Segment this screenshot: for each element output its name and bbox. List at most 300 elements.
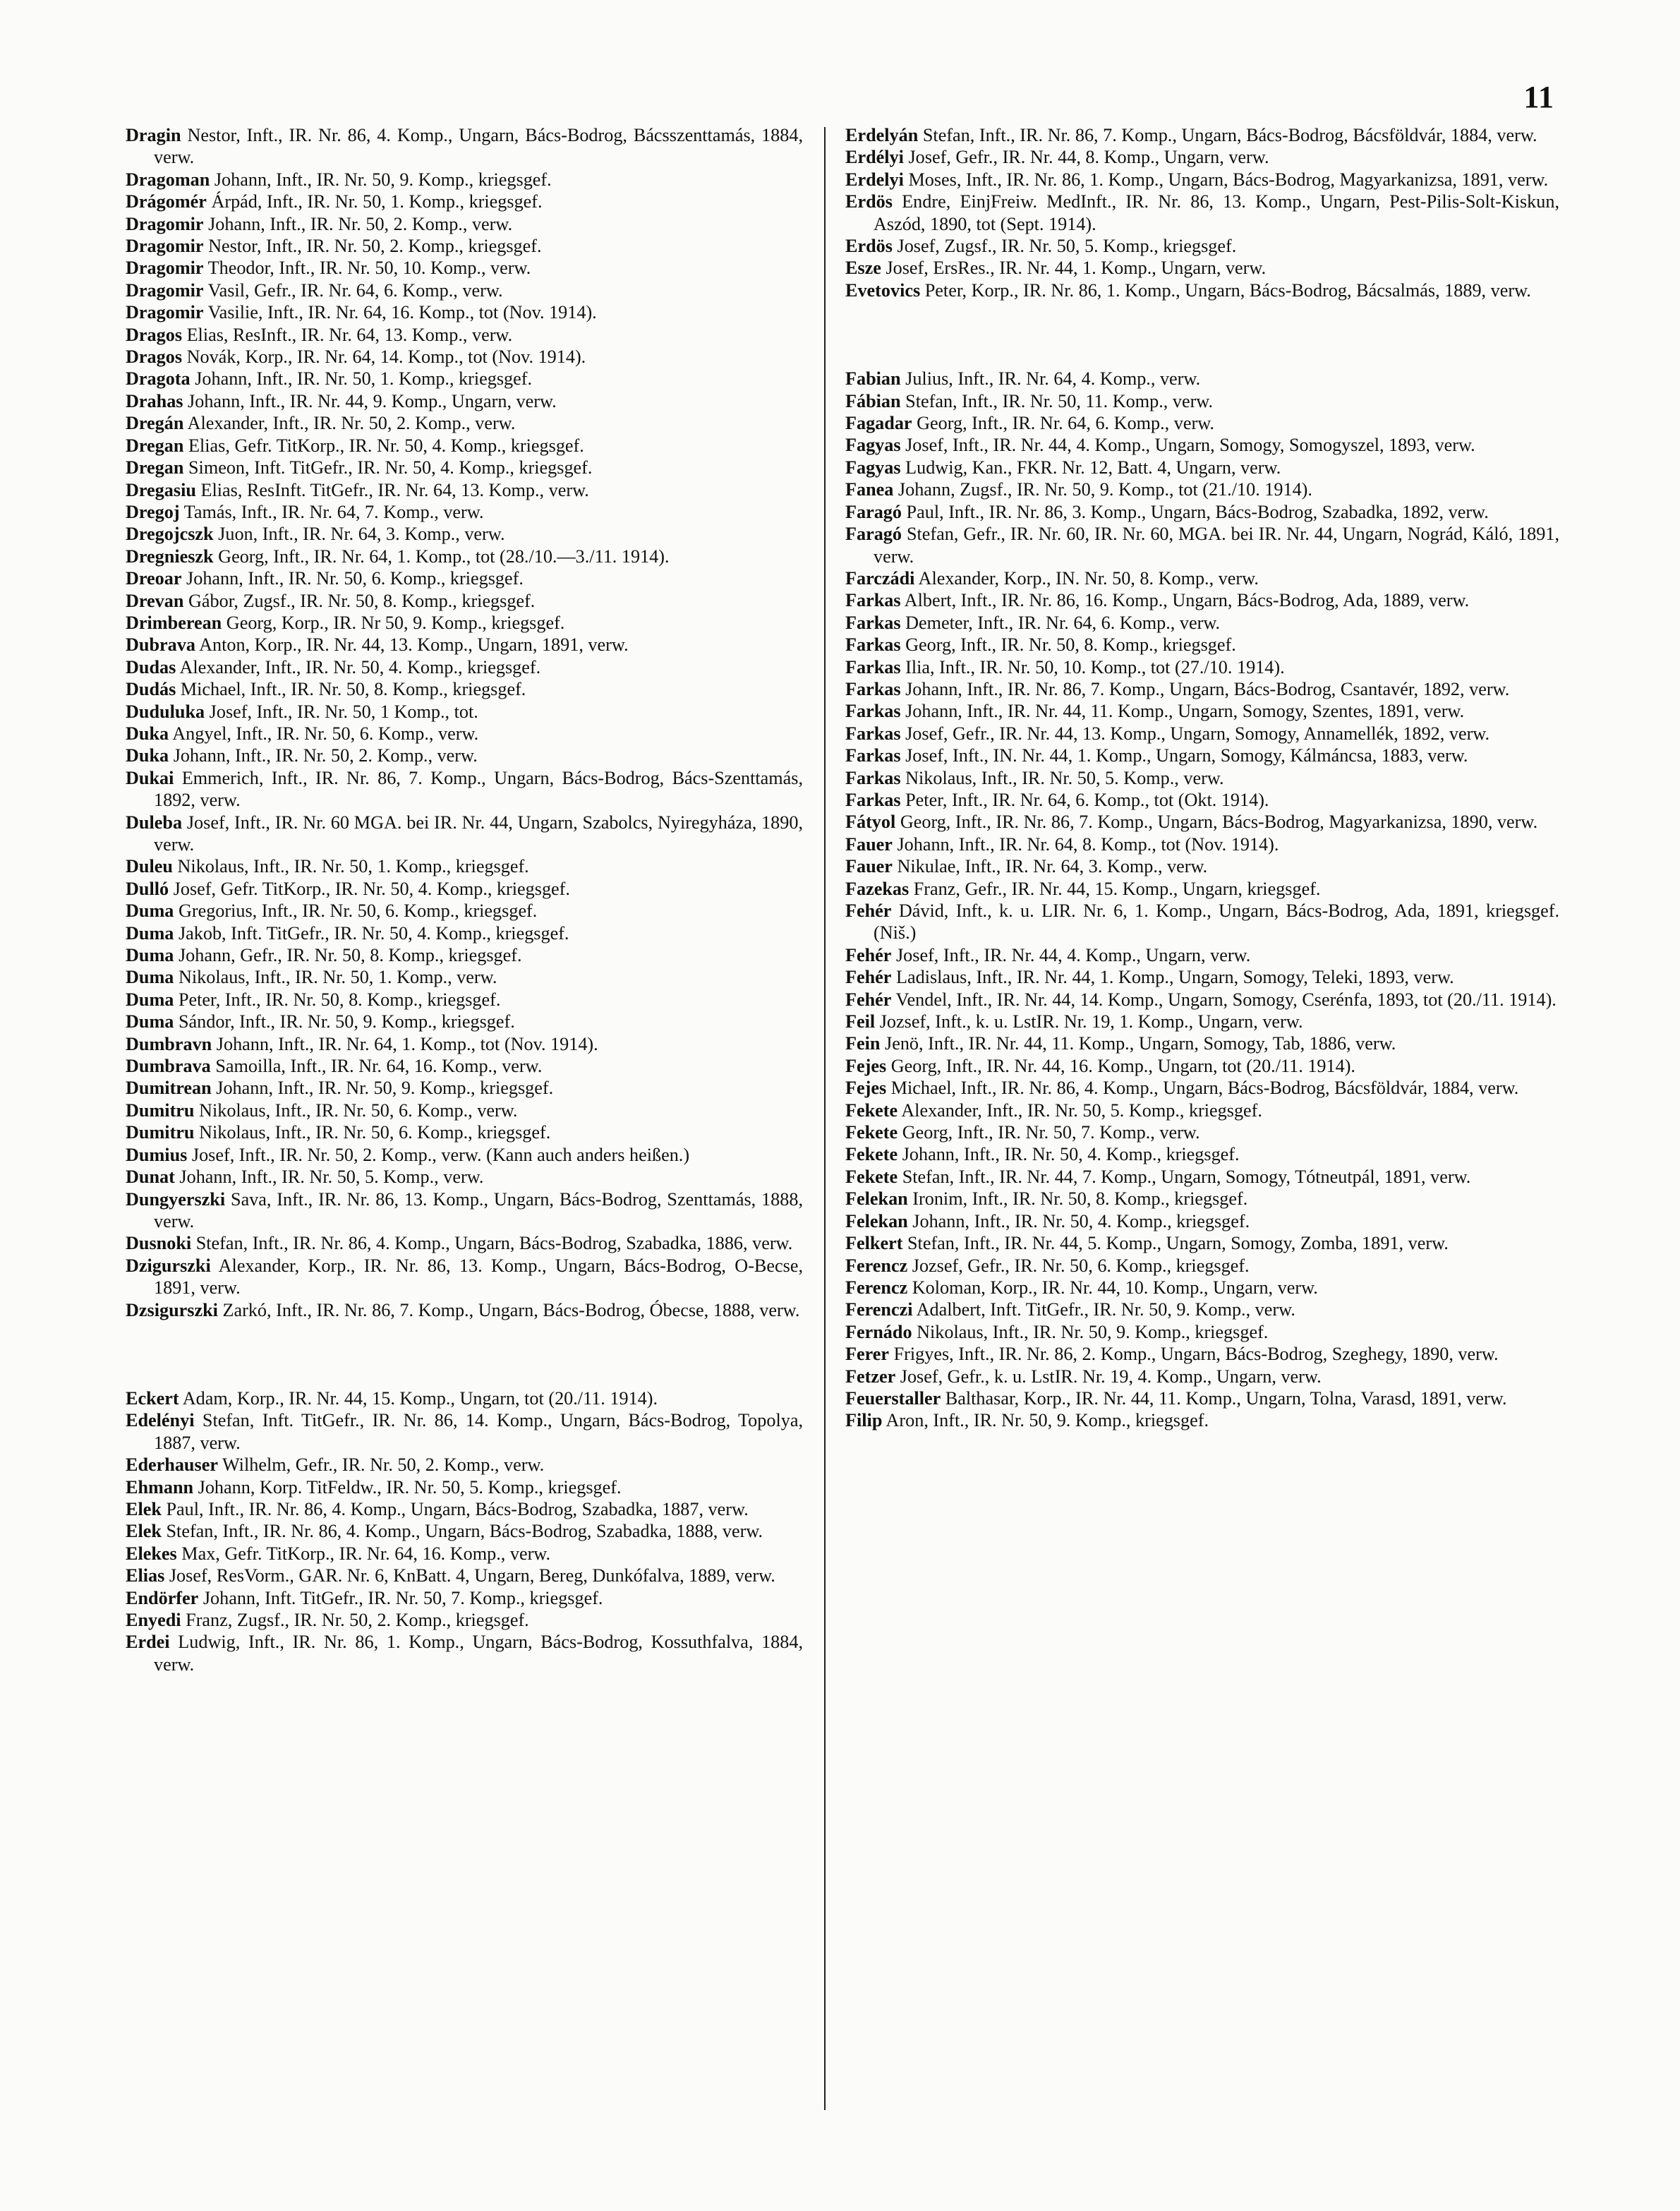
list-item [845, 257, 1559, 279]
list-item [845, 833, 1559, 855]
list-item [845, 878, 1559, 900]
list-item [845, 235, 1559, 257]
entry-details: Johann, Inft., IR. Nr. 50, 2. Komp., verw. [208, 213, 513, 234]
list-item [126, 1255, 803, 1299]
list-item [126, 213, 803, 235]
entry-details: Frigyes, Inft., IR. Nr. 86, 2. Komp., Ungarn, Bács-Bodrog, Szeghegy, 1890, verw. [893, 1344, 1499, 1365]
entry-details: Tamás, Inft., IR. Nr. 64, 7. Komp., verw. [183, 501, 484, 522]
list-item [126, 1631, 803, 1675]
entry-surname: Duma [126, 922, 174, 944]
left-column [126, 124, 803, 1675]
list-item [845, 1366, 1559, 1387]
entry-details: Georg, Inft., IR. Nr. 64, 1. Komp., tot (28./10.—3./11. 1914). [218, 546, 670, 567]
entry-surname: Edelényi [126, 1410, 195, 1431]
entry-surname: Dragomir [126, 213, 204, 234]
entry-surname: Erdelyi [845, 169, 904, 190]
list-item [126, 257, 803, 279]
entry-surname: Dubrava [126, 634, 195, 656]
list-item [126, 922, 803, 944]
entry-details: Paul, Inft., IR. Nr. 86, 4. Komp., Ungarn, Bács-Bodrog, Szabadka, 1887, verw. [166, 1498, 749, 1519]
entry-surname: Farkas [845, 767, 901, 788]
entry-surname: Fekete [845, 1166, 898, 1187]
entry-details: Johann, Gefr., IR. Nr. 50, 8. Komp., kriegsgef. [178, 945, 522, 966]
list-item [126, 1609, 803, 1631]
entry-details: Ladislaus, Inft., IR. Nr. 44, 1. Komp., Ungarn, Somogy, Teleki, 1893, verw. [895, 967, 1454, 988]
entry-surname: Erdei [126, 1632, 170, 1653]
entry-surname: Elekes [126, 1543, 177, 1564]
entry-details: Johann, Inft., IR. Nr. 50, 1. Komp., kriegsgef. [195, 368, 533, 390]
section-gap [126, 1321, 803, 1387]
entry-details: Alexander, Korp., IN. Nr. 50, 8. Komp., verw. [918, 567, 1259, 589]
list-item [126, 301, 803, 323]
list-item [845, 457, 1559, 478]
list-item [126, 634, 803, 656]
entry-surname: Feuerstaller [845, 1387, 941, 1409]
entry-surname: Fehér [845, 967, 892, 988]
entry-surname: Drimberean [126, 612, 222, 633]
entry-surname: Duduluka [126, 701, 205, 722]
entry-surname: Dzsigurszki [126, 1299, 218, 1320]
entry-details: Nikolaus, Inft., IR. Nr. 50, 9. Komp., kriegsgef. [917, 1321, 1269, 1342]
list-item [126, 435, 803, 457]
entry-details: Georg, Inft., IR. Nr. 64, 6. Komp., verw. [917, 413, 1214, 434]
list-item [845, 700, 1559, 722]
entry-details: Nikolaus, Inft., IR. Nr. 50, 5. Komp., verw. [905, 767, 1224, 788]
entry-surname: Farkas [845, 723, 901, 744]
entry-details: Vasil, Gefr., IR. Nr. 64, 6. Komp., verw. [207, 279, 503, 301]
page-number: 11 [1523, 80, 1554, 114]
entry-details: Vendel, Inft., IR. Nr. 44, 14. Komp., Ungarn, Somogy, Cserénfa, 1893, tot (20./11. 1914). [895, 989, 1557, 1010]
entry-details: Endre, EinjFreiw. MedInft., IR. Nr. 86, 13. Komp., Ungarn, Pest-Pilis-Solt-Kiskun, Aszód, 1890, tot (Sept. 1914). [874, 191, 1560, 234]
list-item [126, 457, 803, 478]
entry-surname: Dudas [126, 656, 176, 677]
entry-details: Stefan, Inft., IR. Nr. 86, 7. Komp., Ungarn, Bács-Bodrog, Bácsföldvár, 1884, verw. [922, 125, 1537, 145]
entry-surname: Fagyas [845, 435, 901, 456]
list-item [845, 1011, 1559, 1032]
entry-details: Aron, Inft., IR. Nr. 50, 9. Komp., kriegsgef. [886, 1410, 1209, 1431]
entry-details: Julius, Inft., IR. Nr. 64, 4. Komp., verw. [905, 368, 1201, 390]
list-item [845, 1121, 1559, 1143]
entry-details: Vasilie, Inft., IR. Nr. 64, 16. Komp., tot (Nov. 1914). [207, 302, 597, 323]
entry-group-e [126, 1387, 803, 1675]
entry-surname: Dunat [126, 1167, 175, 1188]
list-item [126, 1055, 803, 1077]
list-item [126, 590, 803, 612]
entry-surname: Dumbravn [126, 1033, 212, 1054]
entry-surname: Fabian [845, 368, 901, 390]
list-item [126, 855, 803, 877]
entry-surname: Dragomir [126, 279, 204, 301]
entry-details: Franz, Gefr., IR. Nr. 44, 15. Komp., Ungarn, kriegsgef. [913, 878, 1321, 899]
list-item [126, 169, 803, 191]
entry-details: Nikolaus, Inft., IR. Nr. 50, 1. Komp., kriegsgef. [177, 856, 529, 877]
right-column [845, 124, 1559, 1432]
list-item [126, 812, 803, 856]
entry-details: Michael, Inft., IR. Nr. 50, 8. Komp., kriegsgef. [180, 679, 526, 700]
list-item [845, 1188, 1559, 1210]
entry-details: Albert, Inft., IR. Nr. 86, 16. Komp., Ungarn, Bács-Bodrog, Ada, 1889, verw. [904, 590, 1470, 611]
list-item [845, 1166, 1559, 1188]
entry-surname: Farczádi [845, 567, 915, 589]
entry-details: Peter, Inft., IR. Nr. 50, 8. Komp., kriegsgef. [178, 989, 501, 1010]
list-item [845, 855, 1559, 877]
entry-surname: Felekan [845, 1210, 908, 1231]
entry-surname: Ferer [845, 1344, 890, 1365]
entry-details: Elias, ResInft., IR. Nr. 64, 13. Komp., verw. [186, 324, 513, 345]
entry-surname: Dumius [126, 1144, 188, 1165]
entry-details: Josef, Gefr., IR. Nr. 44, 13. Komp., Ungarn, Somogy, Annamellék, 1892, verw. [905, 723, 1490, 744]
list-item [126, 1543, 803, 1565]
entry-details: Georg, Korp., IR. Nr 50, 9. Komp., kriegsgef. [226, 612, 565, 633]
entry-surname: Farkas [845, 745, 901, 766]
list-item [845, 1321, 1559, 1343]
entry-surname: Fetzer [845, 1366, 896, 1387]
list-item [845, 1387, 1559, 1409]
entry-details: Johann, Inft., IR. Nr. 44, 9. Komp., Ungarn, verw. [188, 390, 557, 411]
entry-details: Gábor, Zugsf., IR. Nr. 50, 8. Komp., kriegsgef. [188, 590, 536, 611]
list-item [126, 989, 803, 1011]
entry-surname: Duleu [126, 856, 173, 877]
entry-surname: Duka [126, 723, 169, 744]
list-item [845, 1100, 1559, 1121]
entry-details: Josef, Gefr., k. u. LstIR. Nr. 19, 4. Komp., Ungarn, verw. [900, 1366, 1322, 1387]
entry-details: Josef, Inft., IR. Nr. 50, 2. Komp., verw. (Kann auch anders heißen.) [191, 1144, 690, 1165]
entry-surname: Dregan [126, 435, 184, 456]
list-item [126, 723, 803, 745]
entry-surname: Fauer [845, 856, 893, 877]
entry-group-d [126, 124, 803, 1321]
entry-details: Peter, Korp., IR. Nr. 86, 1. Komp., Ungarn, Bács-Bodrog, Bácsalmás, 1889, verw. [924, 279, 1531, 301]
entry-details: Johann, Inft., IR. Nr. 50, 4. Komp., kriegsgef. [902, 1144, 1240, 1165]
entry-details: Josef, Inft., IR. Nr. 44, 4. Komp., Ungarn, Somogy, Somogyszel, 1893, verw. [905, 435, 1475, 456]
entry-details: Sándor, Inft., IR. Nr. 50, 9. Komp., kriegsgef. [178, 1011, 515, 1032]
list-item [126, 191, 803, 212]
entry-details: Árpád, Inft., IR. Nr. 50, 1. Komp., kriegsgef. [211, 191, 543, 212]
list-item [126, 124, 803, 169]
list-item [845, 989, 1559, 1011]
entry-surname: Fehér [845, 989, 892, 1010]
entry-surname: Ehmann [126, 1476, 194, 1498]
entry-details: Juon, Inft., IR. Nr. 64, 3. Komp., verw. [218, 524, 505, 545]
list-item [845, 390, 1559, 412]
entry-details: Josef, Gefr., IR. Nr. 44, 8. Komp., Ungarn, verw. [908, 147, 1269, 168]
list-item [126, 944, 803, 966]
entry-surname: Duma [126, 1011, 174, 1032]
list-item [845, 368, 1559, 390]
list-item [845, 634, 1559, 656]
entry-details: Adalbert, Inft. TitGefr., IR. Nr. 50, 9. Komp., verw. [916, 1299, 1295, 1320]
list-item [845, 723, 1559, 745]
entry-details: Adam, Korp., IR. Nr. 44, 15. Komp., Ungarn, tot (20./11. 1914). [182, 1387, 658, 1409]
entry-details: Demeter, Inft., IR. Nr. 64, 6. Komp., verw. [905, 612, 1221, 633]
list-item [126, 1387, 803, 1409]
entry-surname: Fazekas [845, 878, 910, 899]
entry-details: Johann, Inft., IR. Nr. 50, 9. Komp., kriegsgef. [214, 169, 552, 190]
list-item [845, 1409, 1559, 1431]
entry-surname: Dragos [126, 324, 183, 345]
list-item [126, 1188, 803, 1233]
entry-surname: Dragomir [126, 236, 204, 257]
entry-surname: Felkert [845, 1233, 903, 1254]
entry-details: Johann, Inft., IR. Nr. 64, 8. Komp., tot (Nov. 1914). [897, 833, 1279, 855]
list-item [126, 1587, 803, 1609]
list-item [126, 1409, 803, 1454]
entry-surname: Dudás [126, 679, 176, 700]
entry-details: Stefan, Inft., IR. Nr. 44, 7. Komp., Ungarn, Somogy, Tótneutpál, 1891, verw. [902, 1166, 1471, 1187]
list-item [126, 235, 803, 257]
list-item [845, 1143, 1559, 1165]
list-item [845, 146, 1559, 168]
entry-details: Johann, Inft., IR. Nr. 50, 2. Komp., verw. [173, 745, 478, 766]
list-item [845, 434, 1559, 456]
list-item [845, 612, 1559, 634]
entry-surname: Erdös [845, 236, 893, 257]
entry-details: Nikulae, Inft., IR. Nr. 64, 3. Komp., verw. [897, 856, 1208, 877]
entry-surname: Fátyol [845, 812, 896, 833]
list-item [126, 324, 803, 346]
entry-details: Ironim, Inft., IR. Nr. 50, 8. Komp., kriegsgef. [912, 1188, 1248, 1210]
entry-details: Theodor, Inft., IR. Nr. 50, 10. Komp., verw. [207, 258, 531, 279]
entry-surname: Dregan [126, 457, 184, 478]
entry-details: Moses, Inft., IR. Nr. 86, 1. Komp., Ungarn, Bács-Bodrog, Magyarkanizsa, 1891, verw. [908, 169, 1549, 190]
entry-surname: Dragota [126, 368, 191, 390]
list-item [126, 390, 803, 412]
column-divider [824, 127, 826, 2110]
entry-surname: Felekan [845, 1188, 908, 1210]
entry-surname: Fábian [845, 390, 901, 411]
entry-surname: Dumitru [126, 1100, 195, 1121]
entry-surname: Dulló [126, 878, 169, 899]
entry-details: Nestor, Inft., IR. Nr. 50, 2. Komp., kriegsgef. [208, 236, 542, 257]
entry-details: Stefan, Inft. TitGefr., IR. Nr. 86, 14. Komp., Ungarn, Bács-Bodrog, Topolya, 1887, verw. [154, 1410, 803, 1453]
entry-details: Josef, Zugsf., IR. Nr. 50, 5. Komp., kriegsgef. [897, 236, 1237, 257]
list-item [845, 124, 1559, 146]
list-item [845, 501, 1559, 523]
list-item [126, 479, 803, 501]
entry-surname: Endörfer [126, 1587, 199, 1608]
list-item [126, 966, 803, 988]
entry-details: Nikolaus, Inft., IR. Nr. 50, 6. Komp., kriegsgef. [199, 1122, 551, 1143]
entry-surname: Drahas [126, 390, 183, 411]
entry-details: Elias, Gefr. TitKorp., IR. Nr. 50, 4. Komp., kriegsgef. [188, 435, 584, 456]
entry-details: Johann, Inft., IR. Nr. 50, 6. Komp., kriegsgef. [186, 568, 524, 589]
entry-details: Elias, ResInft. TitGefr., IR. Nr. 64, 13. Komp., verw. [200, 479, 589, 500]
entry-details: Ludwig, Inft., IR. Nr. 86, 1. Komp., Ungarn, Bács-Bodrog, Kossuthfalva, 1884, verw. [154, 1632, 804, 1675]
list-item [845, 478, 1559, 500]
entry-surname: Farkas [845, 590, 901, 611]
entry-surname: Fekete [845, 1144, 898, 1165]
list-item [126, 567, 803, 589]
entry-surname: Fein [845, 1033, 881, 1054]
entry-details: Koloman, Korp., IR. Nr. 44, 10. Komp., Ungarn, verw. [912, 1277, 1318, 1298]
section-gap [845, 301, 1559, 368]
entry-details: Jakob, Inft. TitGefr., IR. Nr. 50, 4. Komp., kriegsgef. [178, 922, 569, 944]
list-item [845, 966, 1559, 988]
entry-details: Paul, Inft., IR. Nr. 86, 3. Komp., Ungarn, Bács-Bodrog, Szabadka, 1892, verw. [906, 501, 1489, 522]
entry-surname: Fehér [845, 944, 892, 965]
entry-details: Ilia, Inft., IR. Nr. 50, 10. Komp., tot (27./10. 1914). [905, 656, 1285, 677]
list-item [845, 1032, 1559, 1054]
list-item [845, 789, 1559, 811]
entry-details: Zarkó, Inft., IR. Nr. 86, 7. Komp., Ungarn, Bács-Bodrog, Óbecse, 1888, verw. [222, 1299, 800, 1320]
entry-surname: Dreoar [126, 568, 182, 589]
entry-surname: Faragó [845, 501, 902, 522]
entry-details: Michael, Inft., IR. Nr. 86, 4. Komp., Ungarn, Bács-Bodrog, Bácsföldvár, 1884, verw. [890, 1078, 1519, 1099]
entry-surname: Fauer [845, 833, 893, 855]
entry-surname: Fagyas [845, 457, 901, 478]
list-item [126, 1144, 803, 1166]
entry-surname: Duma [126, 989, 174, 1010]
list-item [126, 612, 803, 634]
entry-details: Jozsef, Inft., k. u. LstIR. Nr. 19, 1. Komp., Ungarn, verw. [879, 1011, 1303, 1032]
entry-details: Jozsef, Gefr., IR. Nr. 50, 6. Komp., kriegsgef. [912, 1255, 1250, 1276]
entry-details: Dávid, Inft., k. u. LIR. Nr. 6, 1. Komp., Ungarn, Bács-Bodrog, Ada, 1891, kriegsgef. (Niš.) [874, 900, 1560, 944]
list-item [126, 678, 803, 700]
entry-surname: Dragomir [126, 258, 204, 279]
entry-details: Nikolaus, Inft., IR. Nr. 50, 1. Komp., verw. [178, 967, 497, 988]
entry-details: Alexander, Korp., IR. Nr. 86, 13. Komp., Ungarn, Bács-Bodrog, O-Becse, 1891, verw. [154, 1255, 803, 1299]
list-item [845, 279, 1559, 301]
entry-surname: Erdös [845, 191, 893, 212]
entry-surname: Feil [845, 1011, 876, 1032]
list-item [126, 1100, 803, 1121]
entry-details: Ludwig, Kan., FKR. Nr. 12, Batt. 4, Ungarn, verw. [905, 457, 1281, 478]
entry-surname: Dukai [126, 767, 174, 788]
entry-details: Peter, Inft., IR. Nr. 64, 6. Komp., tot (Okt. 1914). [905, 789, 1269, 810]
entry-surname: Fejes [845, 1078, 887, 1099]
list-item [126, 1166, 803, 1188]
entry-surname: Dragos [126, 347, 183, 368]
entry-surname: Dumitrean [126, 1078, 212, 1099]
entry-surname: Dragomir [126, 302, 204, 323]
entry-surname: Ederhauser [126, 1454, 218, 1476]
entry-surname: Farkas [845, 656, 901, 677]
entry-details: Georg, Inft., IR. Nr. 44, 16. Komp., Ungarn, tot (20./11. 1914). [890, 1055, 1355, 1076]
entry-surname: Duka [126, 745, 169, 766]
list-item [845, 1210, 1559, 1232]
entry-surname: Dumbrava [126, 1056, 211, 1077]
entry-details: Emmerich, Inft., IR. Nr. 86, 7. Komp., Ungarn, Bács-Bodrog, Bács-Szenttamás, 1892, verw. [154, 767, 803, 811]
entry-surname: Fejes [845, 1055, 887, 1076]
entry-surname: Elias [126, 1565, 165, 1586]
entry-details: Anton, Korp., IR. Nr. 44, 13. Komp., Ungarn, 1891, verw. [199, 634, 629, 656]
entry-details: Franz, Zugsf., IR. Nr. 50, 2. Komp., kriegsgef. [186, 1610, 529, 1630]
entry-surname: Dregojcszk [126, 524, 214, 545]
entry-details: Alexander, Inft., IR. Nr. 50, 2. Komp., verw. [187, 413, 516, 434]
list-item [126, 1299, 803, 1321]
list-item [845, 1299, 1559, 1320]
list-item [845, 1343, 1559, 1365]
entry-surname: Fanea [845, 479, 894, 500]
entry-details: Georg, Inft., IR. Nr. 50, 8. Komp., kriegsgef. [905, 634, 1236, 656]
list-item [126, 279, 803, 301]
entry-surname: Fekete [845, 1100, 898, 1121]
list-item [126, 412, 803, 434]
entry-surname: Elek [126, 1498, 162, 1519]
entry-details: Alexander, Inft., IR. Nr. 50, 5. Komp., kriegsgef. [901, 1100, 1262, 1121]
entry-surname: Farkas [845, 612, 901, 633]
list-item [845, 900, 1559, 944]
list-item [845, 191, 1559, 235]
list-item [126, 346, 803, 368]
entry-details: Johann, Inft., IR. Nr. 50, 5. Komp., verw. [179, 1167, 484, 1188]
entry-surname: Dragin [126, 125, 181, 145]
list-item [845, 944, 1559, 966]
list-item [126, 546, 803, 567]
entry-surname: Dzigurszki [126, 1255, 211, 1276]
list-item [126, 878, 803, 900]
list-item [126, 1454, 803, 1476]
entry-surname: Filip [845, 1410, 883, 1431]
entry-surname: Fagadar [845, 413, 912, 434]
entry-surname: Duma [126, 900, 174, 922]
entry-surname: Erdélyi [845, 147, 904, 168]
list-item [126, 1565, 803, 1586]
entry-details: Josef, Inft., IR. Nr. 44, 4. Komp., Ungarn, verw. [895, 944, 1251, 965]
entry-details: Sava, Inft., IR. Nr. 86, 13. Komp., Ungarn, Bács-Bodrog, Szenttamás, 1888, verw. [154, 1188, 803, 1231]
entry-details: Max, Gefr. TitKorp., IR. Nr. 64, 16. Komp., verw. [181, 1543, 551, 1564]
entry-surname: Duma [126, 967, 174, 988]
list-item [845, 1055, 1559, 1077]
entry-details: Josef, Inft., IR. Nr. 50, 1 Komp., tot. [209, 701, 478, 722]
list-item [126, 1033, 803, 1055]
entry-details: Georg, Inft., IR. Nr. 86, 7. Komp., Ungarn, Bács-Bodrog, Magyarkanizsa, 1890, verw. [900, 812, 1538, 833]
list-item [126, 368, 803, 390]
entry-details: Simeon, Inft. TitGefr., IR. Nr. 50, 4. Komp., kriegsgef. [188, 457, 593, 478]
entry-surname: Duleba [126, 812, 183, 833]
entry-details: Stefan, Inft., IR. Nr. 50, 11. Komp., verw. [905, 390, 1214, 411]
entry-details: Jenö, Inft., IR. Nr. 44, 11. Komp., Ungarn, Somogy, Tab, 1886, verw. [885, 1033, 1396, 1054]
list-item [126, 701, 803, 723]
list-item [845, 1077, 1559, 1099]
list-item [845, 169, 1559, 191]
entry-details: Georg, Inft., IR. Nr. 50, 7. Komp., verw. [902, 1122, 1200, 1143]
entry-surname: Dusnoki [126, 1233, 192, 1254]
entry-surname: Ferencz [845, 1277, 908, 1298]
entry-details: Johann, Inft. TitGefr., IR. Nr. 50, 7. Komp., kriegsgef. [203, 1587, 603, 1608]
entry-surname: Ferenczi [845, 1299, 913, 1320]
entry-details: Stefan, Gefr., IR. Nr. 60, IR. Nr. 60, MGA. bei IR. Nr. 44, Ungarn, Nográd, Káló, 1891, verw. [874, 524, 1559, 567]
list-item [845, 567, 1559, 589]
entry-surname: Fekete [845, 1122, 898, 1143]
entry-surname: Dungyerszki [126, 1188, 226, 1210]
entry-details: Samoilla, Inft., IR. Nr. 64, 16. Komp., verw. [215, 1056, 543, 1077]
entry-surname: Drevan [126, 590, 184, 611]
entry-details: Josef, ResVorm., GAR. Nr. 6, KnBatt. 4, Ungarn, Bereg, Dunkófalva, 1889, verw. [169, 1565, 775, 1586]
list-item [845, 523, 1559, 567]
list-item [126, 1077, 803, 1099]
entry-details: Josef, Gefr. TitKorp., IR. Nr. 50, 4. Komp., kriegsgef. [173, 878, 570, 899]
entry-surname: Farkas [845, 634, 901, 656]
entry-surname: Dregasiu [126, 479, 196, 500]
list-item [126, 1476, 803, 1498]
list-item [845, 678, 1559, 700]
entry-surname: Dregoj [126, 501, 180, 522]
entry-details: Alexander, Inft., IR. Nr. 50, 4. Komp., kriegsgef. [179, 656, 541, 677]
list-item [126, 767, 803, 812]
entry-details: Josef, ErsRes., IR. Nr. 44, 1. Komp., Ungarn, verw. [886, 258, 1267, 279]
list-item [126, 1498, 803, 1520]
entry-surname: Dregnieszk [126, 546, 214, 567]
entry-surname: Dumitru [126, 1122, 195, 1143]
entry-details: Johann, Inft., IR. Nr. 44, 11. Komp., Ungarn, Somogy, Szentes, 1891, verw. [905, 701, 1465, 722]
list-item [845, 412, 1559, 434]
entry-details: Nikolaus, Inft., IR. Nr. 50, 6. Komp., verw. [199, 1100, 518, 1121]
entry-surname: Evetovics [845, 279, 921, 301]
entry-surname: Erdelyán [845, 125, 919, 145]
entry-details: Johann, Zugsf., IR. Nr. 50, 9. Komp., tot (21./10. 1914). [898, 479, 1312, 500]
entry-group-f [845, 368, 1559, 1432]
